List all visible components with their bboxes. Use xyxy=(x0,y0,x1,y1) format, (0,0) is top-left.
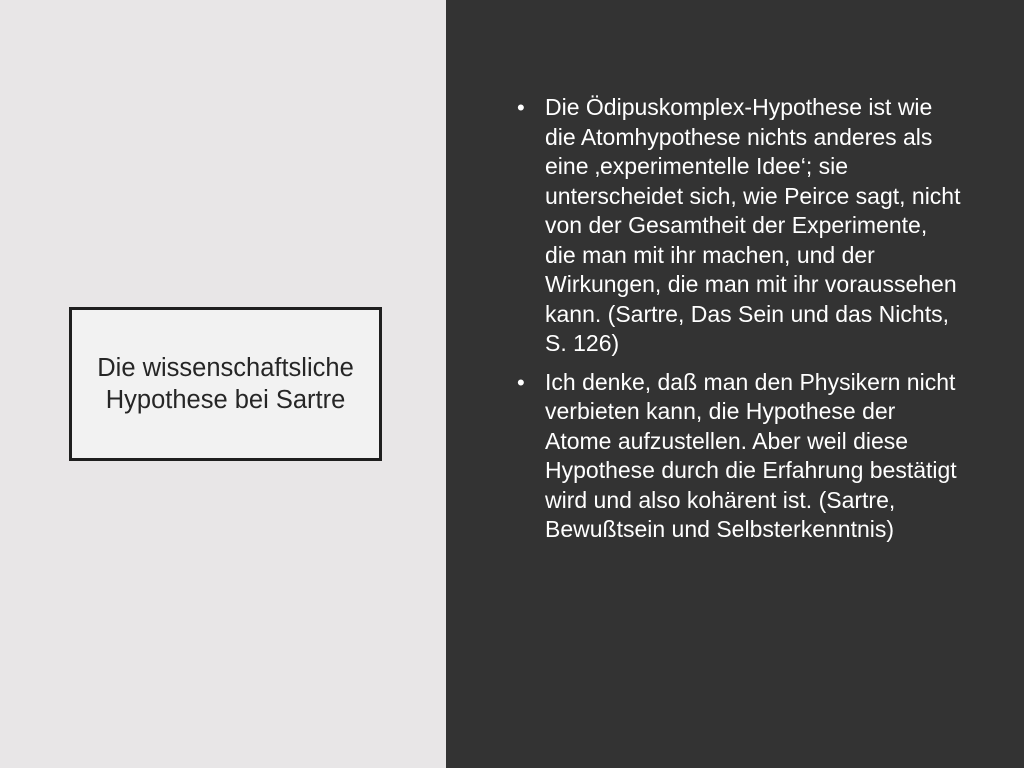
bullet-item xyxy=(513,368,963,545)
bullet-text: Die Ödipuskomplex-Hypothese ist wie die Atomhypothese nichts anderes als eine ‚experimentelle Idee‘; sie unterscheidet sich, wie Peirce sagt, nicht von der Gesamtheit der Experimente, die man mit ihr machen, und der Wirkungen, die man mit ihr voraussehen kann. (Sartre, Das Sein und das Nichts, S. 126) xyxy=(545,94,961,356)
bullet-icon: • xyxy=(517,369,525,395)
bullet-icon: • xyxy=(517,95,525,120)
bullet-item xyxy=(513,93,963,359)
bullet-list xyxy=(513,93,963,545)
slide-title: Die wissenschaftsliche Hypothese bei Sartre xyxy=(97,354,354,414)
left-panel xyxy=(0,0,446,768)
bullet-text: Ich denke, daß man den Physikern nicht verbieten kann, die Hypothese der Atome aufzustellen. Aber weil diese Hypothese durch die Erfahrung bestätigt wird und also kohärent ist. (Sartre, Bewußtsein und Selbsterkenntnis) xyxy=(545,368,957,542)
title-box xyxy=(69,307,382,461)
